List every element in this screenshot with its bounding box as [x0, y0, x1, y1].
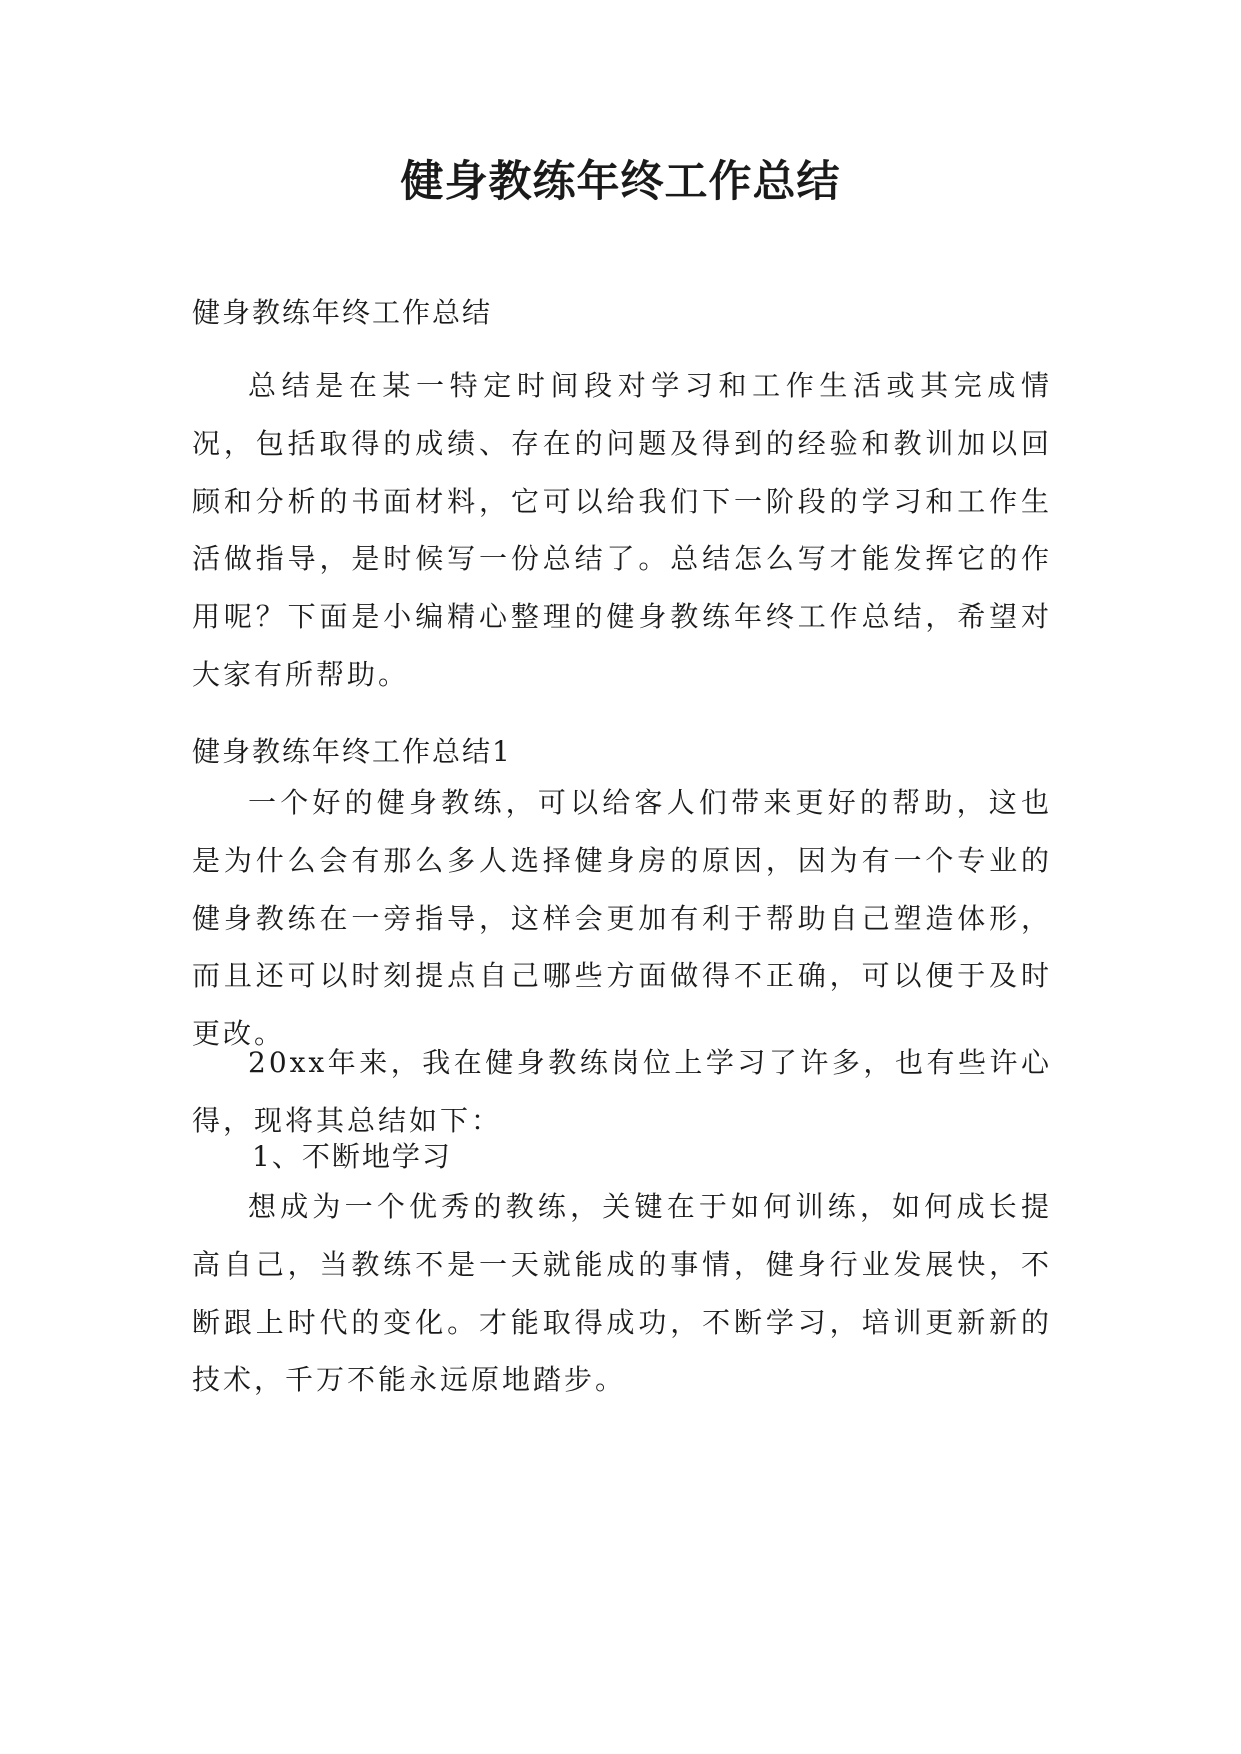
intro-paragraph: 总结是在某一特定时间段对学习和工作生活或其完成情况，包括取得的成绩、存在的问题及得到的经验和教训加以回顾和分析的书面材料，它可以给我们下一阶段的学习和工作生活做指导，是时候写一份总结了。总结怎么写才能发挥它的作用呢？下面是小编精心整理的健身教练年终工作总结，希望对大家有所帮助。	[192, 369, 1052, 691]
item1-paragraph: 想成为一个优秀的教练，关键在于如何训练，如何成长提高自己，当教练不是一天就能成的事情，健身行业发展快，不断跟上时代的变化。才能取得成功，不断学习，培训更新新的技术，千万不能永远原地踏步。	[192, 1190, 1052, 1397]
document-subtitle: 健身教练年终工作总结	[192, 296, 493, 329]
section-heading-1: 健身教练年终工作总结1	[192, 735, 512, 768]
document-title: 健身教练年终工作总结	[400, 157, 841, 207]
item-heading-1: 1、不断地学习	[252, 1140, 452, 1173]
section1-paragraph-1: 一个好的健身教练，可以给客人们带来更好的帮助，这也是为什么会有那么多人选择健身房的原因，因为有一个专业的健身教练在一旁指导，这样会更加有利于帮助自己塑造体形，而且还可以时刻提点自己哪些方面做得不正确，可以便于及时更改。	[192, 786, 1052, 1051]
section1-paragraph-2: 20xx年来，我在健身教练岗位上学习了许多，也有些许心得，现将其总结如下：	[192, 1046, 1052, 1137]
